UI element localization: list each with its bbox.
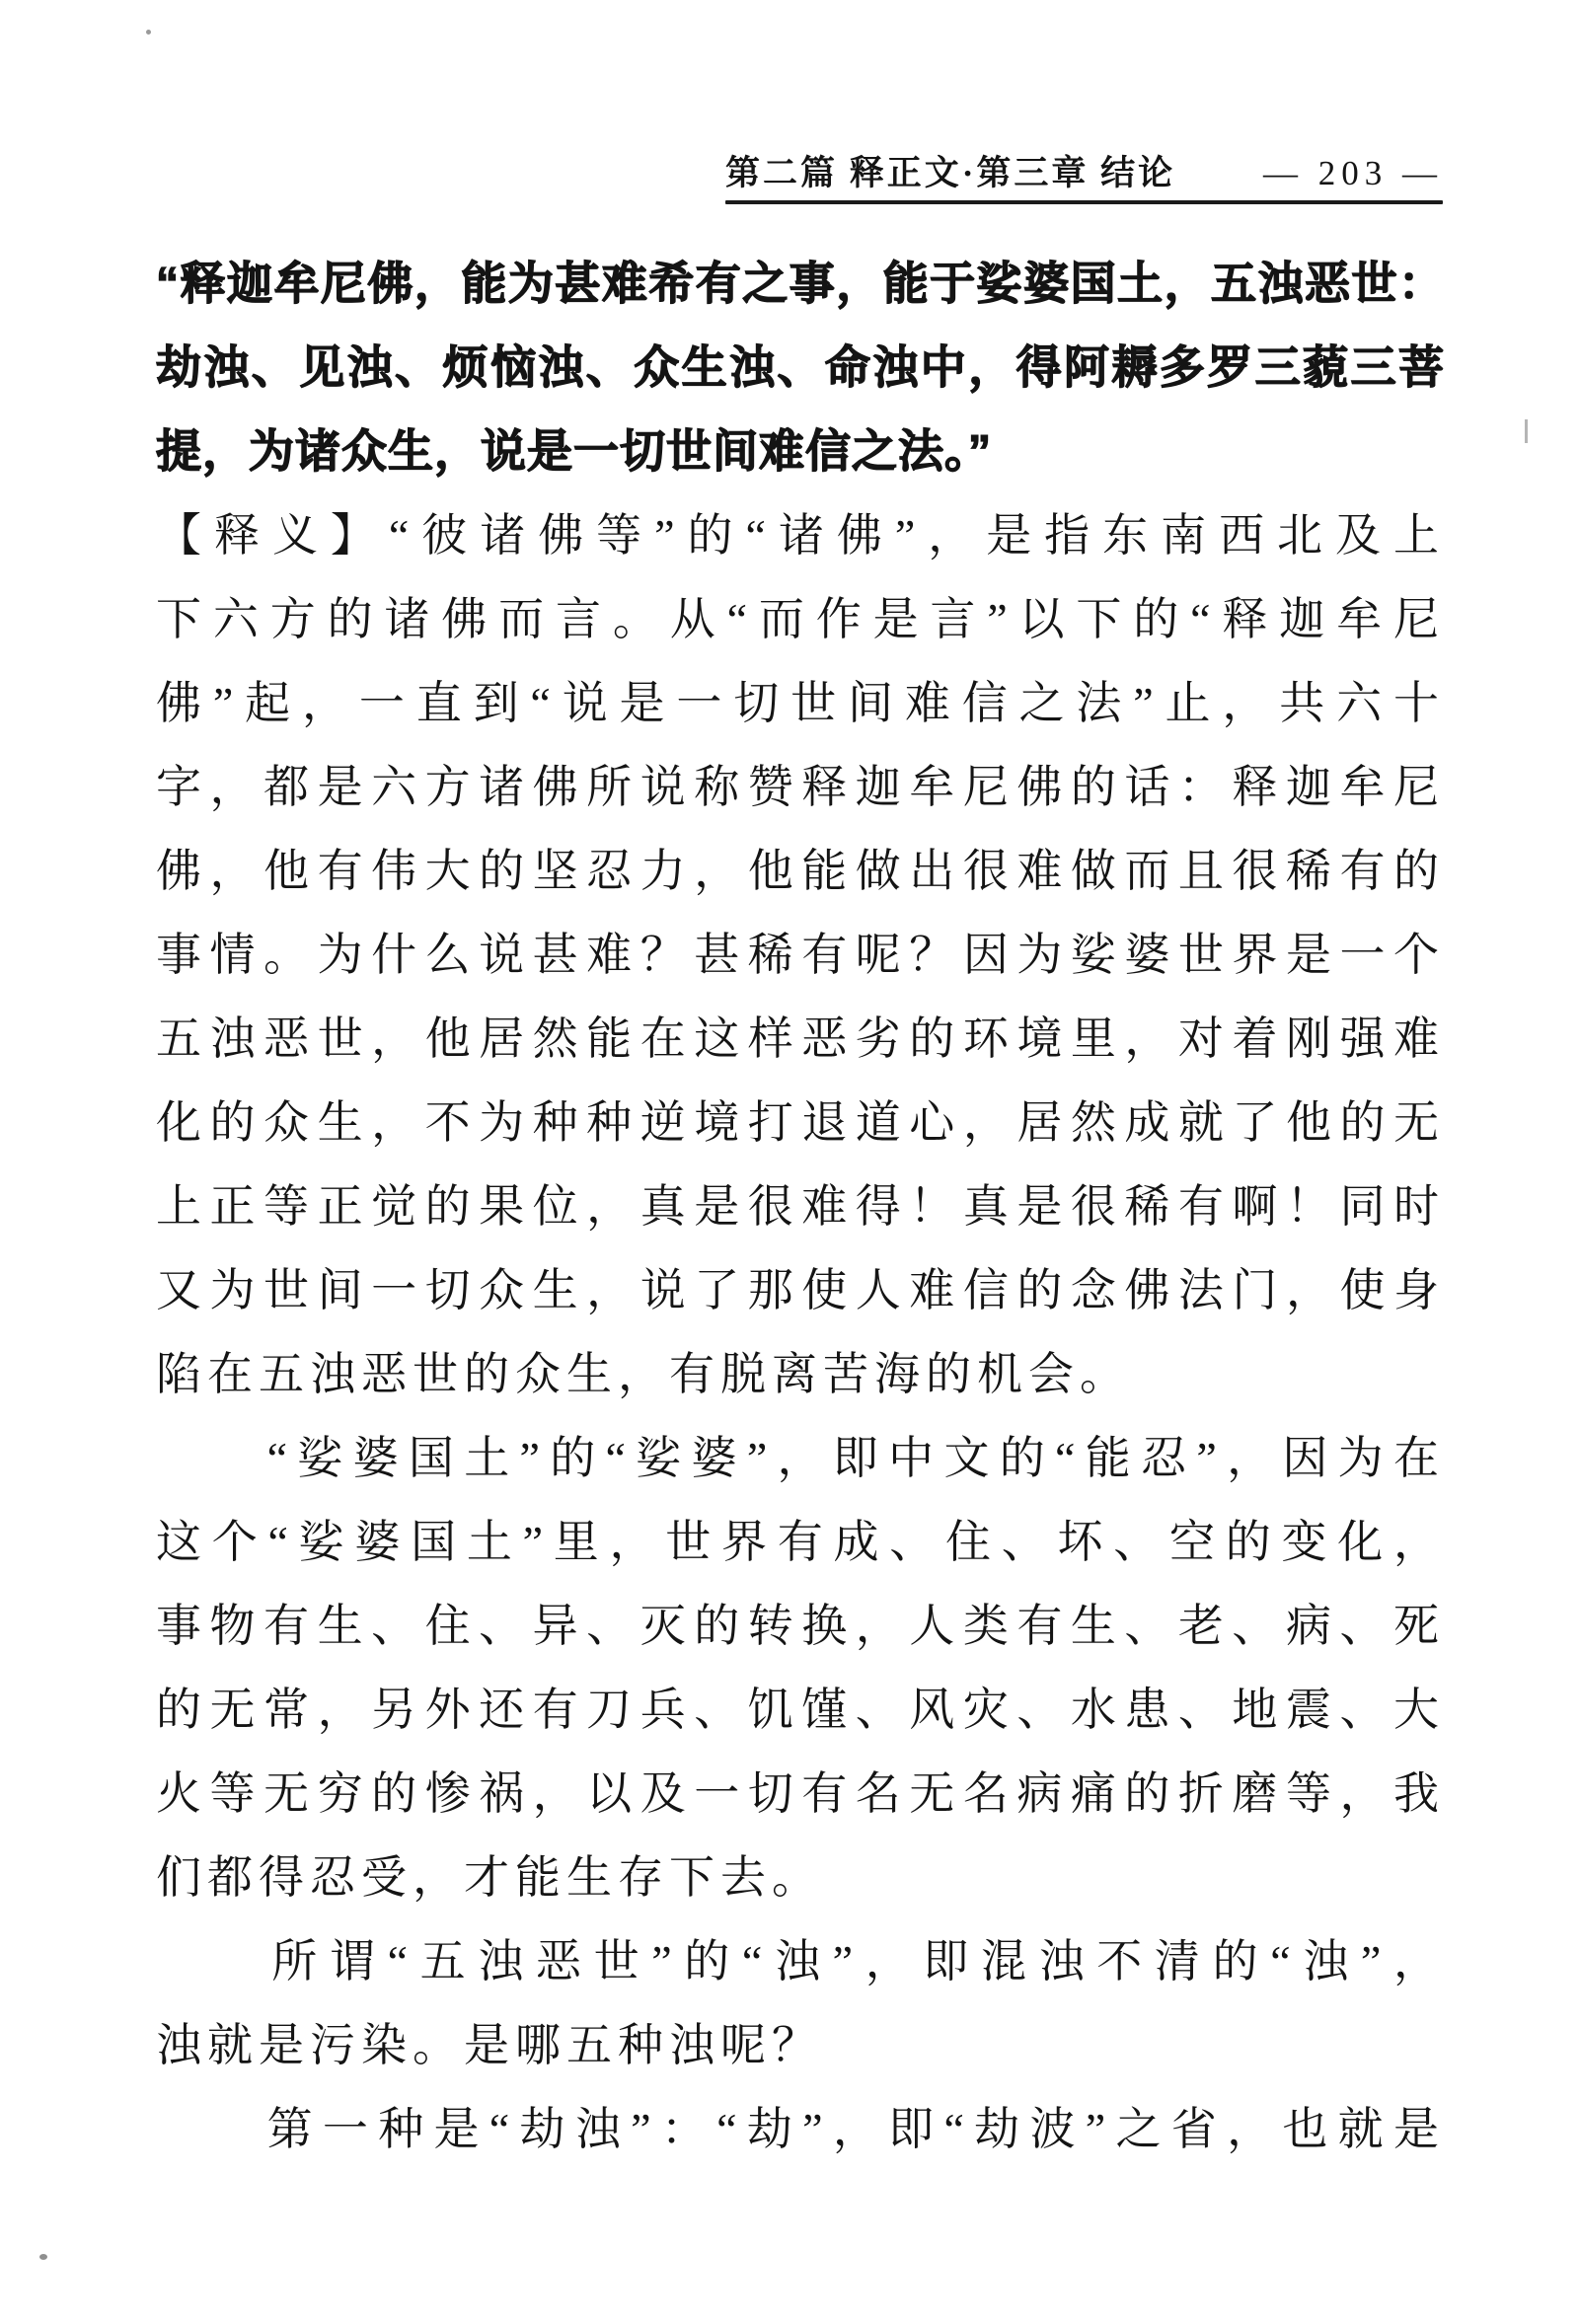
text-column (156, 242, 1445, 2171)
text-line: 上正等正觉的果位，真是很难得！真是很稀有啊！同时 (156, 1181, 1445, 1232)
text-line: 这个“娑婆国土”里，世界有成、住、坏、空的变化， (156, 1517, 1445, 1567)
paragraph-commentary-intro (156, 493, 1445, 1416)
text-line: 事物有生、住、异、灭的转换，人类有生、老、病、死 (156, 1601, 1445, 1651)
scan-speck (146, 30, 151, 35)
text-line: 事情。为什么说甚难？甚稀有呢？因为娑婆世界是一个 (156, 930, 1445, 980)
text-line: 的无常，另外还有刀兵、饥馑、风灾、水患、地震、大 (156, 1685, 1445, 1735)
text-line: 所谓“五浊恶世”的“浊”，即混浊不清的“浊”， (156, 1936, 1445, 1987)
text-line: 浊就是污染。是哪五种浊呢？ (156, 2020, 823, 2070)
header-title: 第二篇 释正文·第三章 结论 (725, 154, 1176, 192)
text-line: “娑婆国土”的“娑婆”，即中文的“能忍”，因为在 (156, 1433, 1445, 1483)
running-header (725, 146, 1443, 195)
text-line: 劫浊、见浊、烦恼浊、众生浊、命浊中，得阿耨多罗三藐三菩 (156, 341, 1445, 393)
text-line: 五浊恶世，他居然能在这样恶劣的环境里，对着刚强难 (156, 1013, 1445, 1064)
text-line: 们都得忍受，才能生存下去。 (156, 1852, 823, 1903)
text-line: 化的众生，不为种种逆境打退道心，居然成就了他的无 (156, 1097, 1445, 1148)
text-line: 佛”起，一直到“说是一切世间难信之法”止，共六十 (156, 678, 1445, 728)
text-line: 火等无穷的惨祸，以及一切有名无名病痛的折磨等，我 (156, 1768, 1445, 1819)
text-line: 陷在五浊恶世的众生，有脱离苦海的机会。 (156, 1349, 1131, 1399)
scan-edge-mark (1525, 419, 1528, 443)
text-line: 提，为诸众生，说是一切世间难信之法。” (156, 425, 992, 477)
header-rule (725, 200, 1443, 204)
header-page-number: — 203 — (1263, 154, 1443, 192)
text-line: 又为世间一切众生，说了那使人难信的念佛法门，使身 (156, 1265, 1445, 1315)
text-line: “释迦牟尼佛，能为甚难希有之事，能于娑婆国土，五浊恶世： (156, 258, 1445, 309)
scan-speck (39, 2254, 47, 2260)
paragraph-kalpa-turbidity (156, 2087, 1445, 2171)
paragraph-saha-explanation (156, 1416, 1445, 1919)
paragraph-sutra-quote (156, 242, 1445, 493)
text-line: 下六方的诸佛而言。从“而作是言”以下的“释迦牟尼 (156, 594, 1445, 644)
text-line: 【释义】“彼诸佛等”的“诸佛”，是指东南西北及上 (156, 510, 1445, 561)
text-line: 字，都是六方诸佛所说称赞释迦牟尼佛的话：释迦牟尼 (156, 762, 1445, 812)
paragraph-five-turbidities-intro (156, 1919, 1445, 2087)
text-line: 佛，他有伟大的坚忍力，他能做出很难做而且很稀有的 (156, 846, 1445, 896)
text-line: 第一种是“劫浊”：“劫”，即“劫波”之省，也就是 (156, 2104, 1445, 2154)
